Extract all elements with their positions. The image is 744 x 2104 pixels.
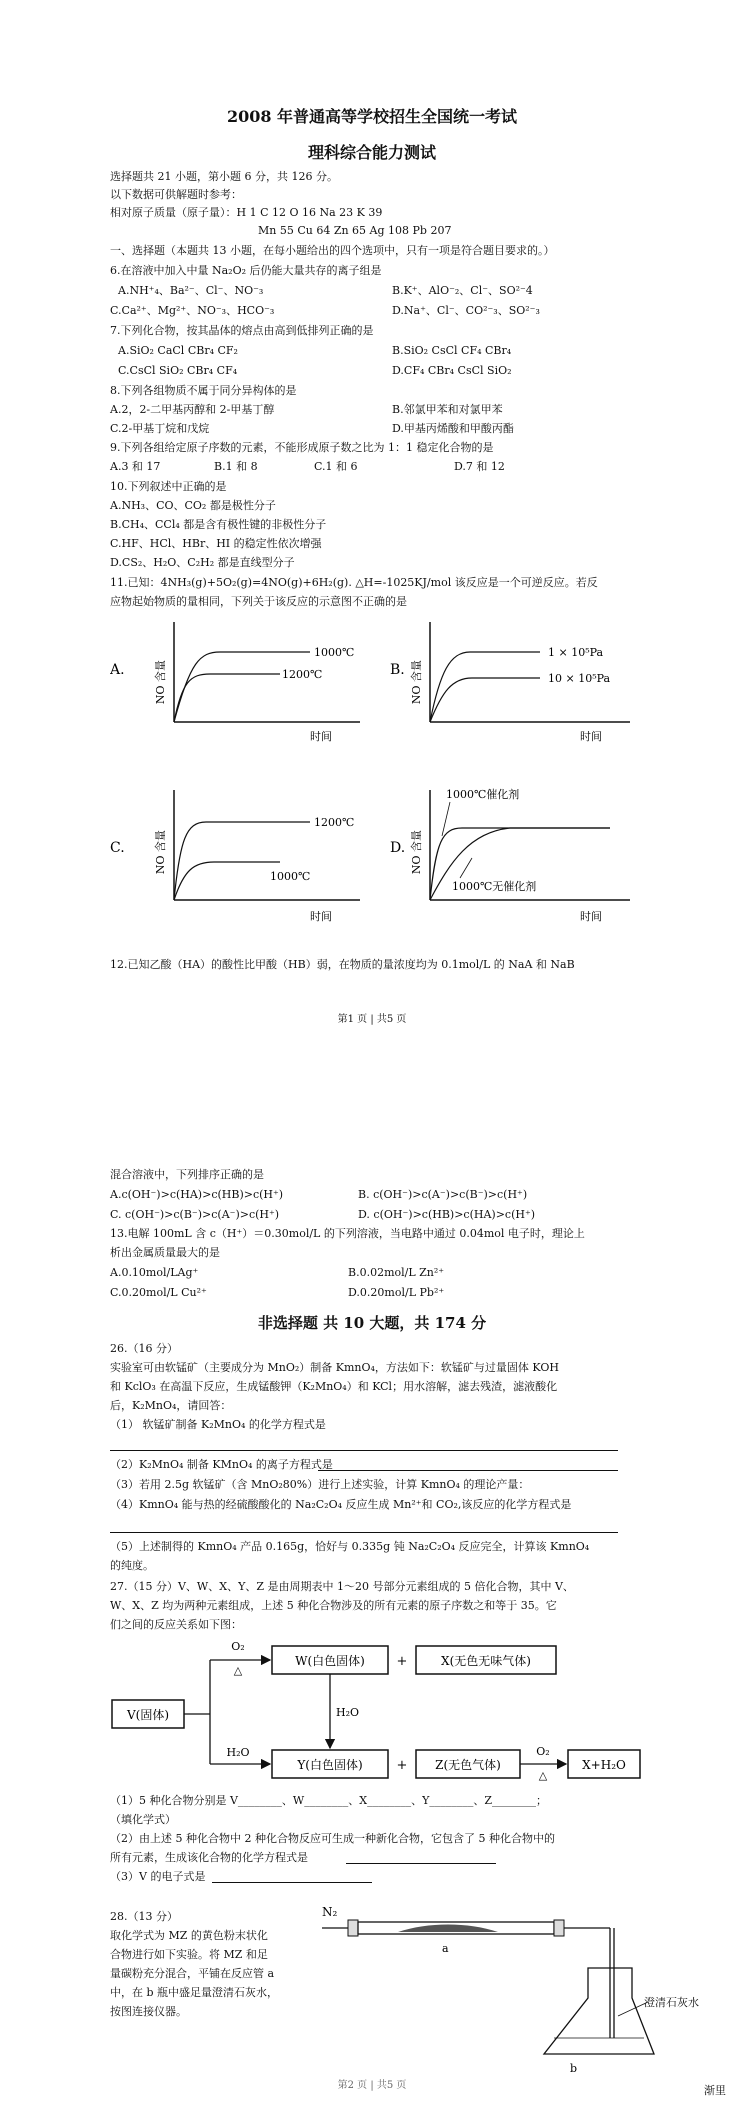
y-axis-label: NO 含量: [154, 829, 167, 875]
condition-heat: △: [538, 1769, 548, 1782]
text-line: 选择题共 21 小题，第小题 6 分，共 126 分。: [110, 170, 338, 183]
flask-b: [544, 1968, 654, 2054]
text-line: 的纯度。: [110, 1559, 154, 1572]
text-line: 实验室可由软锰矿（主要成分为 MnO₂）制备 KmnO₄，方法如下：软锰矿与过量固体 KOH: [110, 1361, 559, 1374]
plus-sign: +: [396, 1758, 408, 1773]
option: D.7 和 12: [454, 460, 505, 473]
text-line: 以下数据可供解题时参考：: [110, 188, 242, 201]
option: D.0.20mol/L Pb²⁺: [348, 1286, 445, 1299]
option: A.c(OH⁻)>c(HA)>c(HB)>c(H⁺): [110, 1188, 284, 1201]
y-axis-label: NO 含量: [154, 659, 167, 705]
text-line: 取化学式为 MZ 的黄色粉末状化: [110, 1929, 268, 1942]
option: B.1 和 8: [214, 460, 258, 473]
stopper: [554, 1920, 564, 1936]
exam-title: 2008 年普通高等学校招生全国统一考试: [226, 107, 518, 126]
option: D.Na⁺、Cl⁻、CO²⁻₃、SO²⁻₃: [392, 304, 540, 317]
text-line: Mn 55 Cu 64 Zn 65 Ag 108 Pb 207: [258, 224, 452, 237]
x-axis-label: 时间: [310, 730, 332, 743]
y-axis-label: NO 含量: [410, 659, 423, 705]
text-line: （3）若用 2.5g 软锰矿（含 MnO₂80%）进行上述实验，计算 KmnO₄ 的理论产量：: [110, 1478, 530, 1491]
option: D. c(OH⁻)>c(HB)>c(HA)>c(H⁺): [358, 1208, 536, 1221]
question-28: 28.（13 分）: [110, 1910, 178, 1923]
reagent-h2o: H₂O: [226, 1746, 250, 1759]
curve-label: 1 × 10⁵Pa: [548, 646, 604, 659]
answer-line: [110, 1450, 618, 1451]
reagent-o2: O₂: [536, 1745, 550, 1758]
label-b: b: [570, 2062, 578, 2074]
question-8: 8.下列各组物质不属于同分异构体的是: [110, 384, 297, 397]
curve-label: 1000℃: [270, 870, 311, 883]
curve-label: 1000℃催化剂: [446, 788, 520, 801]
option: B.CH₄、CCl₄ 都是含有极性键的非极性分子: [110, 518, 327, 531]
curve-upper: [430, 652, 540, 722]
option: D.CF₄ CBr₄ CsCl SiO₂: [392, 364, 512, 377]
box-xh2o-label: X+H₂O: [582, 1758, 626, 1772]
curve-label: 10 × 10⁵Pa: [548, 672, 611, 685]
section-heading: 非选择题 共 10 大题，共 174 分: [257, 1314, 487, 1332]
page-footer: 第1 页 | 共5 页: [337, 1014, 407, 1025]
text-line: （填化学式）: [110, 1813, 176, 1826]
box-v-label: V(固体): [126, 1708, 170, 1722]
text-line: （3）V 的电子式是: [110, 1870, 206, 1883]
curve-label: 1000℃: [314, 646, 355, 659]
option: C.2-甲基丁烷和戊烷: [110, 422, 210, 435]
text-line: 所有元素，生成该化合物的化学方程式是: [110, 1851, 308, 1864]
text-line: 混合溶液中，下列排序正确的是: [110, 1168, 264, 1181]
page-footer: 第2 页 | 共5 页: [337, 2080, 407, 2091]
text-line: （2）由上述 5 种化合物中 2 种化合物反应可生成一种新化合物，它包含了 5 种化合物中的: [110, 1832, 555, 1845]
question-9: 9.下列各组给定原子序数的元素，不能形成原子数之比为 1：1 稳定化合物的是: [110, 441, 494, 454]
text-line: 合物进行如下实验。将 MZ 和足: [110, 1948, 268, 1961]
curve-lower: [430, 678, 540, 722]
apparatus-diagram: [318, 1898, 658, 2074]
option: D.甲基丙烯酸和甲酸丙酯: [392, 422, 514, 435]
label-limewater: 澄清石灰水: [644, 1996, 699, 2009]
question-7: 7.下列化合物，按其晶体的熔点由高到低排列正确的是: [110, 324, 374, 337]
option: C.HF、HCl、HBr、HI 的稳定性依次增强: [110, 537, 322, 550]
option: A.SiO₂ CaCl CBr₄ CF₂: [118, 344, 238, 357]
option: B.SiO₂ CsCl CF₄ CBr₄: [392, 344, 512, 357]
text-line: 按图连接仪器。: [110, 2005, 187, 2018]
powder-sample: [398, 1925, 498, 1933]
graph-letter: A.: [110, 662, 125, 678]
question-11: 11.已知：4NH₃(g)+5O₂(g)=4NO(g)+6H₂(g). △H=-1025KJ/mol 该反应是一个可逆反应。若反: [110, 576, 598, 589]
text-line: 相对原子质量（原子量）：H 1 C 12 O 16 Na 23 K 39: [110, 206, 383, 219]
reagent-o2: O₂: [231, 1640, 245, 1653]
option: A.3 和 17: [110, 460, 161, 473]
option: B.K⁺、AlO⁻₂、Cl⁻、SO²⁻4: [392, 284, 533, 297]
text-line: 一、选择题（本题共 13 小题，在每小题给出的四个选项中，只有一项是符合题目要求的。）: [110, 244, 555, 257]
box-y-label: Y(白色固体): [297, 1758, 363, 1772]
graph-c: [110, 780, 370, 930]
question-12: 12.已知乙酸（HA）的酸性比甲酸（HB）弱，在物质的量浓度均为 0.1mol/L 的 NaA 和 NaB: [110, 958, 575, 971]
text-line: W、X、Z 均为两种元素组成，上述 5 种化合物涉及的所有元素的原子序数之和等于 35。它: [110, 1599, 557, 1612]
question-27: 27.（15 分）V、W、X、Y、Z 是由周期表中 1～20 号部分元素组成的 5 倍化合物，其中 V、: [110, 1580, 574, 1593]
box-x-label: X(无色无味气体): [441, 1654, 531, 1668]
text-line: （1） 软锰矿制备 K₂MnO₄ 的化学方程式是: [110, 1418, 326, 1431]
option: B. c(OH⁻)>c(A⁻)>c(B⁻)>c(H⁺): [358, 1188, 528, 1201]
text-line: 们之间的反应关系如下图：: [110, 1618, 242, 1631]
text-line: 和 KclO₃ 在高温下反应，生成锰酸钾（K₂MnO₄）和 KCl；用水溶解，滤去残渣，滤液酸化: [110, 1380, 558, 1393]
reaction-flow-diagram: [110, 1634, 650, 1784]
curve-label: 1000℃无催化剂: [452, 880, 537, 893]
reagent-h2o: H₂O: [336, 1706, 360, 1719]
graph-letter: C.: [110, 840, 125, 856]
exam-subtitle: 理科综合能力测试: [307, 143, 436, 162]
text-line: 后，K₂MnO₄，请回答：: [110, 1399, 232, 1412]
option: B.邻氯甲苯和对氯甲苯: [392, 403, 503, 416]
option: A.2，2-二甲基丙醇和 2-甲基丁醇: [110, 403, 275, 416]
curve-upper: [174, 822, 310, 900]
graph-d: [390, 772, 650, 932]
condition-heat: △: [233, 1664, 243, 1677]
option: C.0.20mol/L Cu²⁺: [110, 1286, 207, 1299]
text-line: （2）K₂MnO₄ 制备 KMnO₄ 的离子方程式是: [110, 1458, 333, 1471]
corner-watermark: 渐里: [704, 2084, 726, 2097]
question-10: 10.下列叙述中正确的是: [110, 480, 227, 493]
option: C.CsCl SiO₂ CBr₄ CF₄: [118, 364, 238, 377]
question-6: 6.在溶液中加入中量 Na₂O₂ 后仍能大量共存的离子组是: [110, 264, 382, 277]
option: C. c(OH⁻)>c(B⁻)>c(A⁻)>c(H⁺): [110, 1208, 280, 1221]
stopper: [348, 1920, 358, 1936]
answer-line: [318, 1470, 618, 1471]
text-line: （5）上述制得的 KmnO₄ 产品 0.165g，恰好与 0.335g 钝 Na₂C₂O₄ 反应完全，计算该 KmnO₄: [110, 1540, 590, 1553]
plus-sign: +: [396, 1654, 408, 1669]
text-line: 中，在 b 瓶中盛足量澄清石灰水，: [110, 1986, 279, 1999]
text-line: （1）5 种化合物分别是 V________、W________、X________、Y________、Z________；: [110, 1794, 547, 1807]
question-26: 26.（16 分）: [110, 1342, 178, 1355]
text-line: 量碳粉充分混合，平铺在反应管 a: [110, 1967, 275, 1980]
text-line: （4）KmnO₄ 能与热的经硫酸酸化的 Na₂C₂O₄ 反应生成 Mn²⁺和 CO₂,该反应的化学方程式是: [110, 1498, 572, 1511]
curve-lower: [174, 674, 280, 722]
label-n2: N₂: [322, 1905, 338, 1919]
y-axis-label: NO 含量: [410, 829, 423, 875]
graph-a: [110, 612, 370, 752]
x-axis-label: 时间: [580, 730, 602, 743]
graph-b: [390, 612, 650, 752]
curve-label: 1200℃: [282, 668, 323, 681]
curve-upper: [174, 652, 310, 722]
answer-line: [212, 1882, 372, 1883]
text-line: 应物起始物质的量相同，下列关于该反应的示意图不正确的是: [110, 595, 407, 608]
option: A.NH⁺₄、Ba²⁻、Cl⁻、NO⁻₃: [118, 284, 264, 297]
text-line: 析出金属质量最大的是: [110, 1246, 220, 1259]
curve-lower: [174, 862, 280, 900]
option: D.CS₂、H₂O、C₂H₂ 都是直线型分子: [110, 556, 295, 569]
x-axis-label: 时间: [580, 910, 602, 923]
curve-label: 1200℃: [314, 816, 355, 829]
option: C.Ca²⁺、Mg²⁺、NO⁻₃、HCO⁻₃: [110, 304, 275, 317]
label-a: a: [442, 1942, 449, 1955]
graph-letter: D.: [390, 840, 406, 856]
answer-line: [346, 1863, 496, 1864]
question-13: 13.电解 100mL 含 c（H⁺）＝0.30mol/L 的下列溶液，当电路中通过 0.04mol 电子时，理论上: [110, 1227, 585, 1240]
option: B.0.02mol/L Zn²⁺: [348, 1266, 445, 1279]
box-z-label: Z(无色气体): [435, 1758, 501, 1772]
option: C.1 和 6: [314, 460, 358, 473]
box-w-label: W(白色固体): [295, 1654, 365, 1668]
option: A.0.10mol/LAg⁺: [110, 1266, 199, 1279]
option: A.NH₃、CO、CO₂ 都是极性分子: [110, 499, 276, 512]
answer-line: [110, 1532, 618, 1533]
graph-letter: B.: [390, 662, 405, 678]
x-axis-label: 时间: [310, 910, 332, 923]
